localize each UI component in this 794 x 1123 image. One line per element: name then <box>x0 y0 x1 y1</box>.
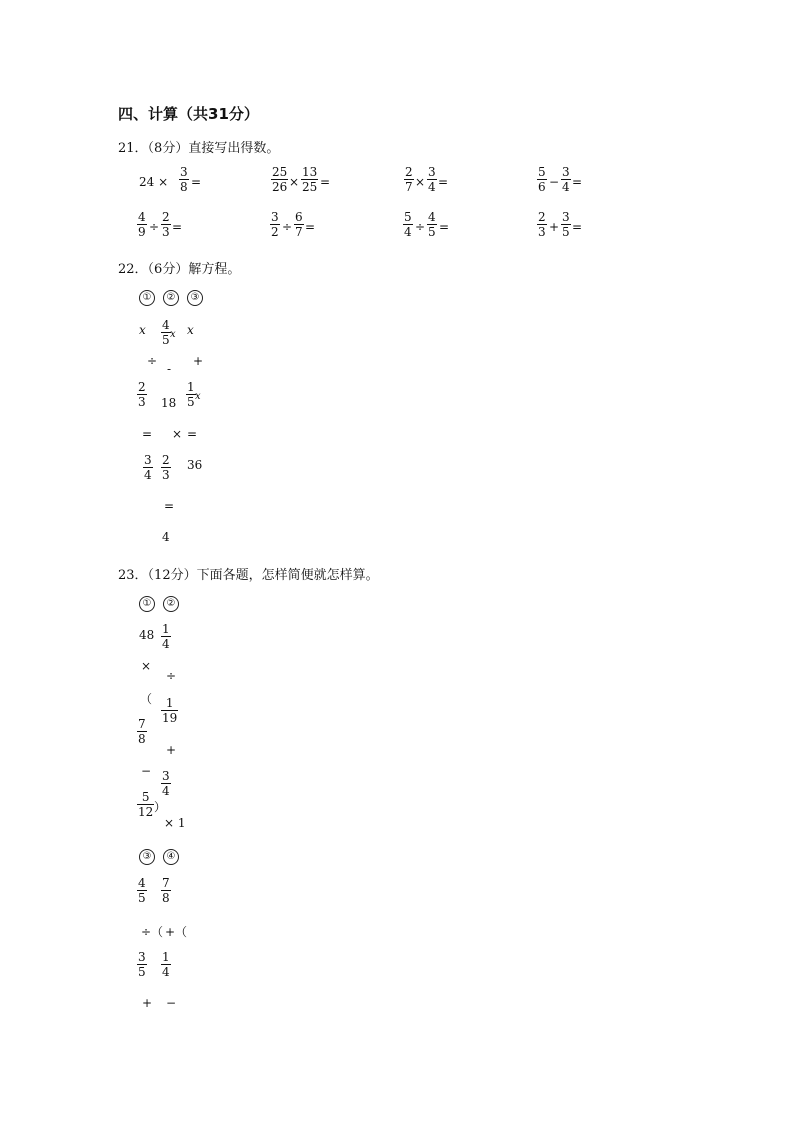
equals-sign: = <box>438 175 449 189</box>
q21-item-1-prefix: 24 × <box>139 175 169 189</box>
q22-frac-3-4 <box>143 453 153 482</box>
q23-frac-4-5 <box>137 876 147 905</box>
minus-sign: − <box>166 996 177 1010</box>
q21-item-2-frac-b <box>301 165 318 194</box>
numerator: 6 <box>295 210 303 224</box>
q23-frac-7-8 <box>161 876 171 905</box>
numerator: 4 <box>428 210 436 224</box>
left-parenthesis: （ <box>140 692 153 706</box>
numerator: 3 <box>144 453 152 467</box>
q21-item-1-frac <box>179 165 189 194</box>
equals-sign: = <box>305 220 316 234</box>
plus-sign: + <box>193 354 204 368</box>
operator: ÷ <box>149 220 160 234</box>
operator: ÷ <box>282 220 293 234</box>
q21-header: 21．（8分）直接写出得数。 <box>118 141 280 156</box>
q23-frac-1-19 <box>161 696 178 725</box>
number-4: 4 <box>162 530 170 544</box>
equals-sign: = <box>142 427 153 441</box>
numerator: 5 <box>538 165 546 179</box>
number-36: 36 <box>187 458 203 472</box>
q21-item-5-frac-a <box>137 210 147 239</box>
denominator: 9 <box>138 225 146 239</box>
numerator: 5 <box>137 790 154 805</box>
denominator: 5 <box>428 225 436 239</box>
numerator: 1 <box>162 950 170 964</box>
q23-frac-5-12 <box>137 790 154 819</box>
numerator: 1 <box>187 380 195 394</box>
numerator: 25 <box>272 165 288 179</box>
q21-item-8-frac-b <box>561 210 571 239</box>
denominator: 4 <box>162 637 170 651</box>
denominator: 25 <box>302 180 318 194</box>
q22-frac-2-3 <box>161 453 171 482</box>
q23-header: 23．（12分）下面各题，怎样简便就怎样算。 <box>118 568 379 583</box>
q21-item-7-frac-a <box>403 210 413 239</box>
q22-frac-2-3 <box>137 380 147 409</box>
equals-sign: = <box>572 220 583 234</box>
numerator: 4 <box>138 210 146 224</box>
times-sign: × <box>172 427 183 441</box>
variable-x: x <box>187 323 194 337</box>
numerator: 2 <box>538 210 546 224</box>
numerator: 7 <box>162 876 170 890</box>
numerator: 3 <box>180 165 188 179</box>
q23-marker-2: ② <box>163 596 179 612</box>
denominator: 7 <box>405 180 413 194</box>
equals-sign: = <box>164 499 175 513</box>
denominator: 5 <box>162 333 170 347</box>
q23-marker-4: ④ <box>163 849 179 865</box>
denominator: 5 <box>138 891 146 905</box>
operator: + <box>549 220 560 234</box>
equals-sign: = <box>187 427 198 441</box>
operator: × <box>289 175 300 189</box>
denominator: 26 <box>272 180 288 194</box>
divide-paren: ÷（ <box>141 925 164 939</box>
operator: ÷ <box>415 220 426 234</box>
denominator: 12 <box>138 805 154 819</box>
right-parenthesis: ） <box>154 800 167 814</box>
q21-item-3-frac-b <box>427 165 437 194</box>
denominator: 7 <box>295 225 303 239</box>
divide-sign: ÷ <box>166 669 177 683</box>
denominator: 3 <box>162 468 170 482</box>
equals-sign: = <box>320 175 331 189</box>
divide-sign: ÷ <box>147 354 158 368</box>
variable-x: x <box>195 391 201 402</box>
variable-x: x <box>139 323 146 337</box>
numerator: 3 <box>562 210 570 224</box>
numerator: 4 <box>138 876 146 890</box>
q21-item-2-frac-a <box>271 165 288 194</box>
q22-marker-3: ③ <box>187 290 203 306</box>
numerator: 3 <box>138 950 146 964</box>
denominator: 4 <box>562 180 570 194</box>
q21-item-3-frac-a <box>404 165 414 194</box>
numerator: 13 <box>302 165 318 179</box>
numerator: 1 <box>161 696 178 711</box>
operator: − <box>549 175 560 189</box>
numerator: 2 <box>138 380 146 394</box>
numerator: 1 <box>162 622 170 636</box>
numerator: 2 <box>162 453 170 467</box>
q23-marker-1: ① <box>139 596 155 612</box>
plus-sign: + <box>142 996 153 1010</box>
denominator: 19 <box>162 711 178 725</box>
equals-sign: = <box>191 175 202 189</box>
denominator: 3 <box>138 395 146 409</box>
section-title: 四、计算（共31分） <box>118 105 259 123</box>
numerator: 2 <box>405 165 413 179</box>
denominator: 3 <box>162 225 170 239</box>
q23-frac-3-4 <box>161 769 171 798</box>
minus-sign: − <box>141 764 152 778</box>
denominator: 4 <box>144 468 152 482</box>
numerator: 3 <box>562 165 570 179</box>
q21-item-8-frac-a <box>537 210 547 239</box>
q23-frac-3-5 <box>137 950 147 979</box>
denominator: 8 <box>162 891 170 905</box>
number-18: 18 <box>161 396 177 410</box>
denominator: 2 <box>271 225 279 239</box>
q21-item-7-frac-b <box>427 210 437 239</box>
numerator: 3 <box>162 769 170 783</box>
q22-header: 22．（6分）解方程。 <box>118 262 241 277</box>
denominator: 5 <box>562 225 570 239</box>
denominator: 3 <box>538 225 546 239</box>
denominator: 8 <box>138 732 146 746</box>
q23-frac-1-4 <box>161 622 171 651</box>
denominator: 5 <box>138 965 146 979</box>
numerator: 3 <box>428 165 436 179</box>
equals-sign: = <box>439 220 450 234</box>
denominator: 4 <box>428 180 436 194</box>
q21-item-4-frac-a <box>537 165 547 194</box>
q21-item-4-frac-b <box>561 165 571 194</box>
times-sign: × <box>141 659 152 673</box>
numerator: 2 <box>162 210 170 224</box>
plus-paren: +（ <box>165 925 188 939</box>
equals-sign: = <box>172 220 183 234</box>
denominator: 4 <box>404 225 412 239</box>
numerator: 3 <box>271 210 279 224</box>
numerator: 5 <box>404 210 412 224</box>
variable-x: x <box>170 329 176 340</box>
operator: × <box>415 175 426 189</box>
minus-sign: - <box>167 362 172 376</box>
q22-marker-1: ① <box>139 290 155 306</box>
numerator: 7 <box>138 717 146 731</box>
number-48: 48 <box>139 628 155 642</box>
denominator: 4 <box>162 784 170 798</box>
denominator: 5 <box>187 395 195 409</box>
q21-item-6-frac-a <box>270 210 280 239</box>
denominator: 8 <box>180 180 188 194</box>
equals-sign: = <box>572 175 583 189</box>
q23-marker-3: ③ <box>139 849 155 865</box>
denominator: 6 <box>538 180 546 194</box>
denominator: 4 <box>162 965 170 979</box>
q21-item-5-frac-b <box>161 210 171 239</box>
q22-marker-2: ② <box>163 290 179 306</box>
q21-item-6-frac-b <box>294 210 304 239</box>
numerator: 4 <box>162 318 170 332</box>
times-one: × 1 <box>164 816 186 830</box>
plus-sign: + <box>166 743 177 757</box>
q23-frac-7-8 <box>137 717 147 746</box>
q23-frac-1-4 <box>161 950 171 979</box>
